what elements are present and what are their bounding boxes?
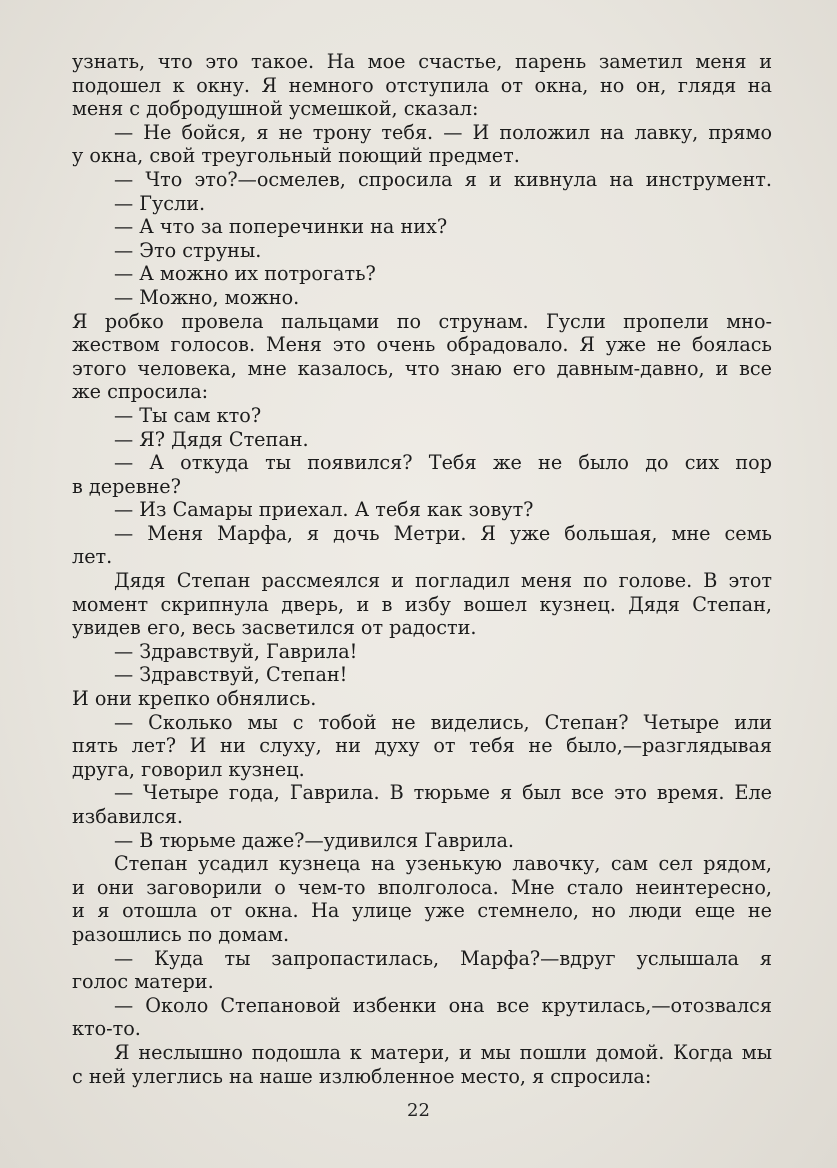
text-line: — Куда ты запропастилась, Марфа?—вдруг услышала я [114,946,772,970]
body-text [72,50,772,1088]
text-line: голос матери. [72,970,214,994]
text-line: момент скрипнула дверь, и в избу вошел кузнец. Дядя Степан, [72,592,772,616]
text-line: с ней улеглись на наше излюбленное место, я спросила: [72,1064,652,1088]
text-line: жеством голосов. Меня это очень обрадовало. Я уже не боялась [72,333,772,357]
text-line: — Около Степановой избенки она все крутилась,—отозвался [114,993,772,1017]
text-line: — Четыре года, Гаврила. В тюрьме я был все это время. Еле [114,781,772,805]
text-line: — Из Самары приехал. А тебя как зовут? [114,498,534,522]
text-line: — Здравствуй, Гаврила! [114,639,358,663]
text-line: Я неслышно подошла к матери, и мы пошли домой. Когда мы [114,1040,772,1064]
text-line: пять лет? И ни слуху, ни духу от тебя не было,—разглядывая [72,734,772,758]
text-line: — А что за поперечинки на них? [114,215,448,239]
page-number: 22 [407,1100,430,1121]
text-line: кто-то. [72,1017,141,1041]
text-line: в деревне? [72,474,181,498]
text-line: — Что это?—осмелев, спросила я и кивнула на инструмент. [114,167,772,191]
text-line: и я отошла от окна. На улице уже стемнело, но люди еще не [72,899,772,923]
text-line: — Я? Дядя Степан. [114,427,309,451]
text-line: — Ты сам кто? [114,403,262,427]
text-line: — Не бойся, я не трону тебя. — И положил на лавку, прямо [114,120,772,144]
text-line: Я робко провела пальцами по струнам. Гусли пропели мно- [72,309,772,333]
text-line: — Здравствуй, Степан! [114,663,348,687]
text-line: лет. [72,545,113,569]
text-line: — Это струны. [114,238,262,262]
text-line: узнать, что это такое. На мое счастье, парень заметил меня и [72,50,772,73]
text-line: подошел к окну. Я немного отступила от окна, но он, глядя на [72,73,772,97]
text-line: и они заговорили о чем-то вполголоса. Мне стало неинтересно, [72,875,772,899]
text-line: — Меня Марфа, я дочь Метри. Я уже большая, мне семь [114,521,772,545]
text-line: — А можно их потрогать? [114,262,376,286]
text-line: — Сколько мы с тобой не виделись, Степан? Четыре или [114,710,772,734]
text-line: — В тюрьме даже?—удивился Гаврила. [114,828,515,852]
text-line: у окна, свой треугольный поющий предмет. [72,144,520,168]
text-line: Степан усадил кузнеца на узенькую лавочку, сам сел рядом, [114,852,772,876]
text-line: же спросила: [72,380,209,404]
text-line: меня с добродушной усмешкой, сказал: [72,97,479,121]
text-line: избавился. [72,805,183,828]
text-line: друга, говорил кузнец. [72,757,305,781]
text-line: Дядя Степан рассмеялся и погладил меня по голове. В этот [114,569,772,593]
text-line: — А откуда ты появился? Тебя же не было до сих пор [114,451,772,475]
text-line: — Гусли. [114,191,206,215]
text-line: И они крепко обнялись. [72,687,317,711]
text-line: разошлись по домам. [72,922,290,946]
text-line: — Можно, можно. [114,285,300,309]
text-line: увидев его, весь засветился от радости. [72,616,477,640]
text-line: этого человека, мне казалось, что знаю его давным-давно, и все [72,356,772,380]
